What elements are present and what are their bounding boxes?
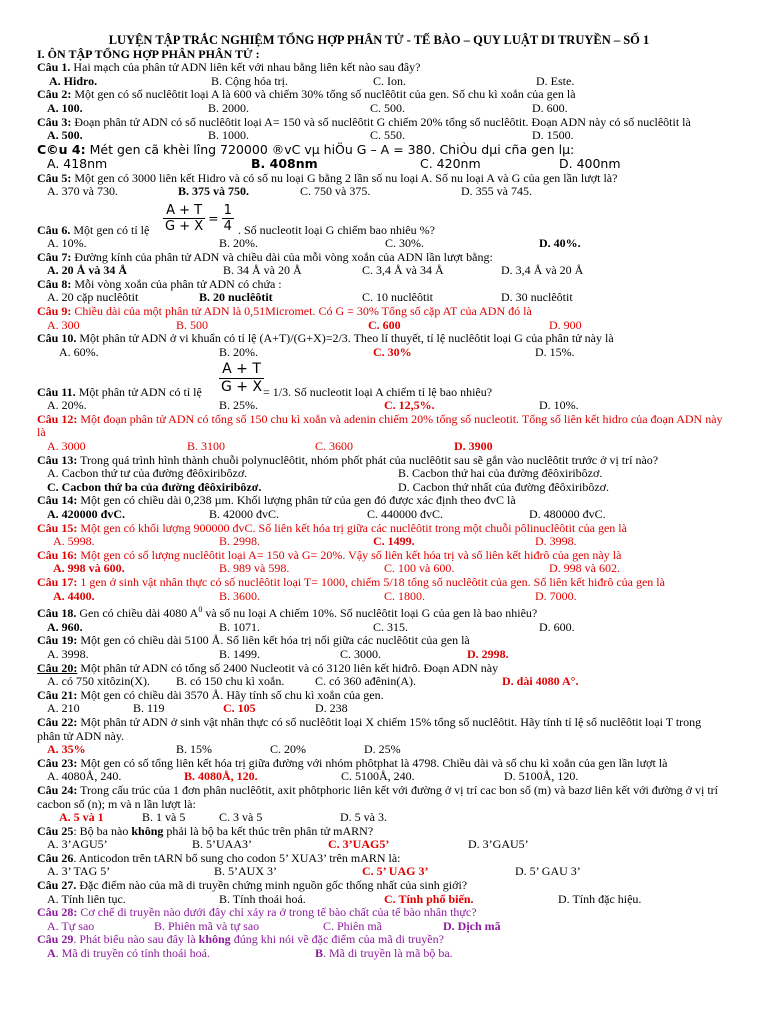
answer-c: C. 12,5%. (384, 398, 435, 413)
question-22 (37, 716, 727, 743)
question-text: Mỗi vòng xoắn của phân tử ADN có chứa : (71, 276, 282, 291)
answer-b: B. 1 và 5 (142, 810, 186, 825)
fraction-numerator: 1 (223, 202, 232, 218)
question-text-2: . Số nucleotit loại G chiếm bao nhiêu %? (238, 222, 435, 237)
answer-row (37, 621, 727, 635)
answer-row (37, 237, 727, 251)
answer-a: A. 10%. (47, 235, 87, 250)
question-25 (37, 825, 727, 839)
answer-b: B. Tính thoái hoá. (219, 891, 306, 906)
answer-d: D. 3’GAU5’ (468, 837, 529, 852)
document-page (37, 34, 727, 961)
answer-c: C. 30%. (385, 235, 424, 250)
answer-b: B. 20 nuclêôtit (199, 290, 273, 305)
answer-d: D. 3998. (535, 534, 577, 549)
answer-letter: A (47, 946, 56, 961)
question-29 (37, 933, 727, 947)
question-label: Câu 29 (37, 932, 74, 947)
question-text: Một gen có khối lượng 900000 đvC. Số liên kết hóa trị giữa các nuclêôtit trong một chuỗi pôlinuclêôtit của gen là (77, 520, 627, 535)
answer-row (37, 535, 727, 549)
answer-b (315, 947, 453, 961)
question-label: Câu 7: (37, 249, 72, 264)
question-21 (37, 689, 727, 703)
question-10 (37, 332, 727, 346)
question-5 (37, 172, 727, 186)
answer-row (37, 185, 727, 199)
question-label: Câu 6. (37, 222, 71, 237)
answer-row (37, 947, 727, 961)
answer-row (37, 562, 727, 576)
question-label: Câu 16: (37, 547, 78, 562)
question-23 (37, 757, 727, 771)
answer-row (37, 467, 727, 481)
question-label: Câu 10. (37, 331, 77, 346)
question-6 (37, 199, 727, 237)
question-14 (37, 494, 727, 508)
answer-c: C. 100 và 600. (384, 561, 455, 576)
answer-row (37, 590, 727, 604)
question-text: Một gen có chiều dài 0,238 µm. Khối lượng phân tử của gen đó được xác định theo đvC là (77, 493, 516, 508)
question-label: Câu 22: (37, 714, 78, 729)
question-text: Một gen có số tổng liên kết hóa trị giữa đường với nhóm phôtphat là 4798. Chiều dài và số chu kì xoắn của gen lần lượt là (77, 755, 668, 770)
question-11 (37, 359, 727, 399)
answer-b: B. 5’AUX 3’ (214, 864, 277, 879)
question-label: Câu 24: (37, 782, 78, 797)
answer-d: D. 400nm (559, 156, 621, 172)
question-text: Đoạn phân tử ADN có số nuclêôtit loại A= 150 và số nuclêôtit G chiếm 20% tổng số nuclêôtit. Đoạn ADN này có số nuclêôtit là (71, 114, 691, 129)
question-text: Một gen có chiều dài 3570 Å. Hãy tính số chu kì xoắn của gen. (77, 687, 384, 702)
question-text: Một phân tử ADN có tổng số 2400 Nucleotit và có 3120 liên kết hiđrô. Đoạn ADN này (77, 660, 499, 675)
answer-a: A. 418nm (47, 156, 108, 172)
answer-row (37, 893, 727, 907)
answer-d: D. 238 (315, 701, 348, 716)
ratio-fraction (163, 203, 205, 234)
answer-c: C. 3600 (315, 439, 354, 454)
answer-c: C. 20% (270, 742, 306, 757)
question-label: Câu 1. (37, 60, 71, 75)
question-text-2: đúng khi nói về đặc điểm của mã di truyền? (230, 932, 444, 947)
fraction-numerator: A + T (163, 203, 205, 219)
answer-a: A. 3’AGU5’ (47, 837, 108, 852)
question-label: Câu 21: (37, 687, 78, 702)
answer-b: B. 119 (133, 701, 165, 716)
answer-c: C. 5100Å, 240. (341, 769, 415, 784)
answer-row (37, 675, 727, 689)
question-17 (37, 576, 727, 590)
answer-c: C. 440000 đvC. (367, 507, 444, 522)
question-24 (37, 784, 727, 811)
answer-c: C. 5’ UAG 3’ (362, 864, 429, 879)
answer-a (47, 947, 210, 961)
answer-a: A. có 750 xitôzin(X). (47, 674, 150, 689)
answer-c: C. Tính phổ biến. (384, 891, 474, 906)
question-label: Câu 20: (37, 660, 78, 675)
answer-d: D. 600. (532, 100, 568, 115)
fraction-denominator: G + X (221, 379, 263, 396)
answer-b: B. 3100 (187, 439, 226, 454)
answer-b: B. 4080Å, 120. (184, 769, 258, 784)
question-9 (37, 305, 727, 319)
question-2 (37, 88, 727, 102)
answer-d: D. Tính đặc hiệu. (558, 891, 642, 906)
question-label: Câu 13: (37, 452, 78, 467)
answer-a: A. 35% (47, 742, 86, 757)
answer-b: B. 2998. (219, 534, 261, 549)
answer-b: B. Cộng hóa trị. (211, 73, 288, 88)
fraction-numerator: A + T (219, 361, 264, 379)
answer-c: C. 600 (368, 317, 401, 332)
question-text: Một phân tử ADN có tỉ lệ (75, 385, 202, 400)
answer-a: A. 420000 đvC. (47, 507, 126, 522)
answer-b: B. 34 Å và 20 Å (223, 263, 302, 278)
answer-d: D. 3,4 Å và 20 Å (501, 263, 584, 278)
answer-a: A. 4080Å, 240. (47, 769, 122, 784)
answer-b: B. 500 (176, 317, 209, 332)
answer-c: C. 3 và 5 (219, 810, 263, 825)
answer-b: B. 5’UAA3’ (192, 837, 252, 852)
answer-a: A. 210 (47, 701, 80, 716)
answer-d: D. Este. (536, 73, 575, 88)
answer-row (37, 702, 727, 716)
degree-superscript: 0 (198, 605, 203, 615)
question-1 (37, 61, 727, 75)
question-text: Một phân tử ADN ở vi khuẩn có tỉ lệ (A+T)/(G+X)=2/3. Theo lí thuyết, tỉ lệ nuclêôtit loại G của phân tử này là (76, 331, 614, 346)
question-text: . Anticodon trên tARN bổ sung cho codon 5’ XUA3’ trên mARN là: (73, 850, 401, 865)
answer-a: A. Tự sao (47, 918, 95, 933)
answer-b: B. 15% (176, 742, 212, 757)
question-text: . Phát biểu nào sau đây là (73, 932, 199, 947)
answer-d: D. 5’ GAU 3’ (515, 864, 581, 879)
answer-c: C. Cacbon thứ ba của đường đêôxiribôzơ. (47, 479, 262, 494)
question-8 (37, 278, 727, 292)
answer-c: C. 420nm (420, 156, 481, 172)
answer-b: B. 989 và 598. (219, 561, 290, 576)
answer-b: B. 20%. (219, 344, 258, 359)
answer-c: C. 315. (373, 619, 409, 634)
answer-d: D. 2998. (467, 646, 509, 661)
question-label: C©u 4: (37, 141, 86, 157)
question-18 (37, 603, 727, 621)
emphasis-text: không (198, 932, 231, 947)
question-label: Câu 23: (37, 755, 78, 770)
fraction-denominator: 4 (223, 218, 232, 234)
answer-letter: B (315, 946, 324, 961)
answer-c: C. 1800. (384, 588, 426, 603)
question-text: Một phân tử ADN ở sinh vật nhân thực có số nuclêôtit loại X chiếm 15% tổng số nuclêôtit. Hãy tính tỉ lệ số nuclêôtit loại T trong phân tử ADN này. (37, 714, 702, 743)
question-text: Một gen có số lượng nuclêôtit loại A= 150 và G= 20%. Vậy số liên kết hóa trị và số liên kết hiđrô của gen này là (77, 547, 622, 562)
answer-d: D. 3900 (454, 439, 493, 454)
answer-d: D. 30 nuclêôtit (501, 290, 573, 305)
question-text: Một đoạn phân tử ADN có tổng số 150 chu kì xoắn và adenin chiếm 20% tổng số nucleotit. Tổng số liên kết hidro của đoạn ADN này là (37, 411, 723, 440)
question-text: Một gen có chiều dài 5100 Å. Số liên kết hóa trị nối giữa các nuclêôtit của gen là (77, 633, 470, 648)
answer-a: A. 960. (47, 619, 83, 634)
answer-d: D. Cacbon thứ nhất của đường đêôxiribôzơ. (398, 479, 609, 494)
question-3 (37, 116, 727, 130)
question-label: Câu 8: (37, 276, 72, 291)
question-label: Câu 3: (37, 114, 72, 129)
answer-b: B. 20%. (219, 235, 258, 250)
question-text: Trong quá trình hình thành chuỗi polynuclêôtit, nhóm phốt phát của nuclêôtit sau sẽ gắn vào nuclêôtit trước ở vị trí nào? (77, 452, 659, 467)
question-label: Câu 15: (37, 520, 78, 535)
answer-c: C. có 360 ađênin(A). (315, 674, 416, 689)
document-title: LUYỆN TẬP TRẮC NGHIỆM TỔNG HỢP PHÂN TỬ - TẾ BÀO – QUY LUẬT DI TRUYỀN – SỐ 1 (108, 33, 650, 47)
answer-d: D. 40%. (539, 235, 581, 250)
value-fraction (222, 203, 234, 234)
question-text: Trong cấu trúc của 1 đơn phân nuclêôtit, axit phôtphoric liên kết với đường ở vị trí cac bon số (m) và bazơ liên kết với đường ở vị trí cacbon số (n); m và n lần lượt là: (37, 782, 718, 811)
question-4 (37, 143, 727, 158)
answer-row (37, 838, 727, 852)
answer-b: B. 2000. (208, 100, 250, 115)
question-label: Câu 26 (37, 850, 74, 865)
question-28 (37, 906, 727, 920)
question-text: : Bộ ba nào (73, 823, 132, 838)
answer-row (37, 399, 727, 413)
question-16 (37, 549, 727, 563)
answer-b: B. 1499. (219, 646, 261, 661)
answer-c: C. 3,4 Å và 34 Å (362, 263, 444, 278)
question-7 (37, 251, 727, 265)
answer-a: A. 100. (47, 100, 83, 115)
answer-row (37, 129, 727, 143)
answer-d: D. 10%. (539, 398, 579, 413)
answer-a: A. 3’ TAG 5’ (47, 864, 111, 879)
question-text: Một gen có tỉ lệ (70, 222, 150, 237)
answer-d: D. 5 và 3. (340, 810, 387, 825)
answer-d: D. 355 và 745. (461, 184, 532, 199)
answer-b: B. có 150 chu kì xoắn. (176, 674, 285, 689)
answer-a: A. Cacbon thứ tư của đường đêôxiribôzơ. (47, 466, 248, 481)
question-text: Một gen có số nuclêôtit loại A là 600 và chiếm 30% tổng số nuclêôtit của gen. Số chu kì xoắn của gen là (71, 87, 576, 102)
answer-b: B. 375 và 750. (178, 184, 250, 199)
equals-sign: = (208, 210, 219, 226)
question-text: Đặc điểm nào của mã di truyền chứng minh nguồn gốc thống nhất của sinh giới? (76, 878, 468, 893)
answer-a: A. 500. (47, 128, 83, 143)
answer-c: C. 3000. (340, 646, 382, 661)
answer-b: B. 1000. (208, 128, 250, 143)
answer-a: A. 20%. (47, 398, 87, 413)
question-15 (37, 522, 727, 536)
answer-a: A. 300 (47, 317, 80, 332)
answer-c: C. 3’UAG5’ (328, 837, 390, 852)
answer-row (37, 291, 727, 305)
answer-row (37, 75, 727, 89)
answer-a: A. Tính liên tục. (47, 891, 126, 906)
question-13 (37, 454, 727, 468)
ratio-fraction (219, 361, 264, 396)
answer-d: D. 900 (549, 317, 582, 332)
question-text: Mét gen cã khèi lîng 720000 ®vC vµ hiÖu G – A = 380. ChiÒu dµi cña gen lµ: (85, 141, 575, 157)
answer-row (37, 102, 727, 116)
answer-row (37, 811, 727, 825)
answer-d: D. 5100Å, 120. (504, 769, 579, 784)
emphasis-text: không (131, 823, 164, 838)
answer-b: B. 408nm (251, 156, 318, 172)
question-label: Câu 5: (37, 170, 72, 185)
question-label: Câu 28: (37, 905, 78, 920)
answer-row (37, 346, 727, 360)
answer-b: B. 42000 đvC. (209, 507, 280, 522)
answer-a: A. 20 Å và 34 Å (47, 263, 127, 278)
question-26 (37, 852, 727, 866)
question-label: Câu 27. (37, 878, 77, 893)
question-text-2: = 1/3. Số nucleotit loại A chiếm tỉ lệ bao nhiêu? (263, 385, 493, 400)
answer-c: C. 105 (223, 701, 256, 716)
answer-a: A. 5998. (53, 534, 95, 549)
question-label: Câu 18. (37, 606, 77, 621)
answer-a: A. 3000 (47, 439, 86, 454)
question-text-2: và số nu loại A chiếm 10%. Số nuclêôtit loại G của gen là bao nhiêu? (202, 606, 538, 621)
question-label: Câu 2: (37, 87, 72, 102)
answer-c: C. 10 nuclêôtit (362, 290, 433, 305)
answer-row (37, 264, 727, 278)
answer-d: D. 998 và 602. (549, 561, 620, 576)
answer-d: D. 480000 đvC. (529, 507, 606, 522)
answer-d: D. 600. (539, 619, 575, 634)
answer-b: B. 3600. (219, 588, 261, 603)
answer-a: A. Hidro. (49, 73, 98, 88)
question-text: Gen có chiều dài 4080 A (76, 606, 199, 621)
answer-c: C. 550. (370, 128, 406, 143)
answer-d: D. 15%. (535, 344, 575, 359)
answer-row (37, 440, 727, 454)
answer-row (37, 865, 727, 879)
question-text: Cơ chế di truyền nào dưới đây chỉ xảy ra ở trong tế bào chất của tế bào nhân thực? (77, 905, 477, 920)
question-27 (37, 879, 727, 893)
answer-row (37, 157, 727, 172)
question-label: Câu 25 (37, 823, 74, 838)
answer-text: . Mã di truyền là mã bộ ba. (323, 946, 453, 961)
answer-row (37, 743, 727, 757)
answer-row (37, 648, 727, 662)
answer-d: D. 25% (364, 742, 401, 757)
answer-c: C. Ion. (373, 73, 406, 88)
answer-b: B. 1071. (219, 619, 261, 634)
question-20 (37, 662, 727, 676)
answer-d: D. dài 4080 A°. (502, 674, 579, 689)
answer-row (37, 319, 727, 333)
question-label: Câu 12: (37, 411, 78, 426)
answer-a: A. 5 và 1 (59, 810, 104, 825)
question-text: 1 gen ở sinh vật nhân thực có số nuclêôtit loại T= 1000, chiếm 5/18 tổng số nuclêôtit của gen. Số liên kết hiđrô của gen là (77, 575, 665, 589)
question-text: Đường kính của phân tử ADN và chiều dài của mỗi vòng xoắn của ADN lần lượt bằng: (71, 249, 493, 264)
question-19 (37, 634, 727, 648)
answer-d: D. 7000. (535, 588, 577, 603)
answer-text: . Mã di truyền có tính thoái hoá. (55, 946, 210, 961)
question-label: Câu 14: (37, 493, 78, 508)
answer-a: A. 60%. (59, 344, 99, 359)
answer-b: B. Cacbon thứ hai của đường đêôxiribôzơ. (398, 466, 603, 481)
answer-a: A. 4400. (53, 588, 95, 603)
answer-d: D. 1500. (532, 128, 574, 143)
answer-c: C. 750 và 375. (300, 184, 371, 199)
answer-b: B. 25%. (219, 398, 258, 413)
answer-a: A. 370 và 730. (47, 184, 118, 199)
question-label: Câu 11. (37, 385, 76, 400)
answer-row (37, 508, 727, 522)
answer-c: C. 30% (373, 344, 412, 359)
question-text: Hai mạch của phân tử ADN liên kết với nhau bằng liên kết nào sau đây? (70, 60, 421, 75)
answer-c: C. 500. (370, 100, 406, 115)
answer-row (37, 481, 727, 495)
question-12 (37, 413, 727, 440)
answer-row (37, 920, 727, 934)
answer-d: D. Dịch mã (443, 918, 501, 933)
answer-c: C. Phiên mã (323, 918, 382, 933)
question-label: Câu 17: (37, 575, 78, 589)
answer-row (37, 770, 727, 784)
answer-b: B. Phiên mã và tự sao (154, 918, 260, 933)
answer-a: A. 998 và 600. (53, 561, 125, 576)
fraction-denominator: G + X (165, 218, 204, 234)
answer-a: A. 20 cặp nuclêôtit (47, 290, 139, 305)
answer-a: A. 3998. (47, 646, 89, 661)
question-text: Một gen có 3000 liên kết Hidro và có số nu loại G bằng 2 lần số nu loại A. Số nu loại A và G của gen lần lượt là? (71, 170, 618, 185)
question-label: Câu 19: (37, 633, 78, 648)
question-text: Chiều dài của một phân tử ADN là 0,51Micromet. Có G = 30% Tổng số cặp AT của ADN đó là (71, 303, 532, 318)
question-text-2: phải là bộ ba kết thúc trên phân tử mARN? (163, 823, 374, 838)
question-label: Câu 9: (37, 303, 72, 318)
section-heading: I. ÔN TẬP TỔNG HỢP PHÂN PHÂN TỬ : (37, 46, 260, 61)
answer-c: C. 1499. (373, 534, 415, 549)
